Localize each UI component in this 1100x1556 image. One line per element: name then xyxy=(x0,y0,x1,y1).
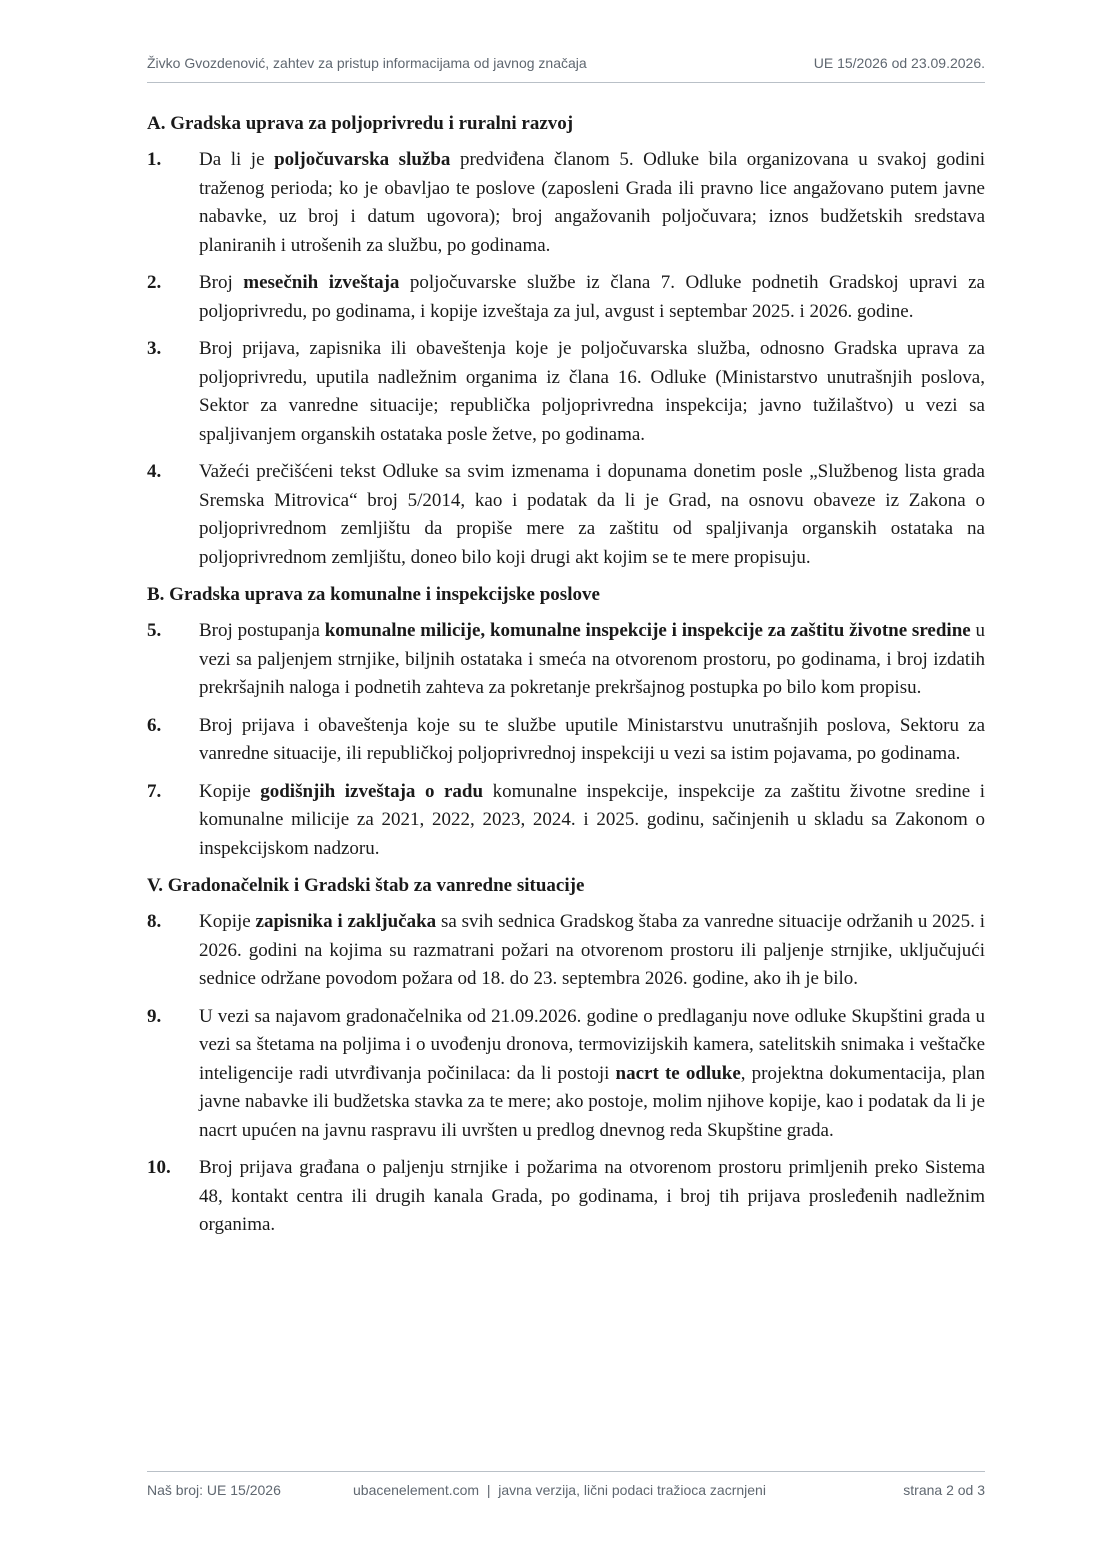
item-text: Kopije godišnjih izveštaja o radu komunalne inspekcije, inspekcije za zaštitu životne sredine i komunalne milicije za 2021, 2022, 2023, 2024. i 2025. godinu, sačinjenih u skladu sa Zakonom o inspekcijskom nadzoru. xyxy=(199,780,985,859)
section-title: B. Gradska uprava za komunalne i inspekcijske poslove xyxy=(147,584,600,605)
item-text: U vezi sa najavom gradonačelnika od 21.09.2026. godine o predlaganju nove odluke Skupštini grada u vezi sa štetama na poljima i o uvođenju dronova, termovizijskih kamera, satelitskih snimaka i veštačke inteligencije radi utvrđivanja počinilaca: da li postoji nacrt te odluke, projektna dokumentacija, plan javne nabavke ili budžetska stavka za te mere; ako postoje, molim njihove kopije, kao i podatak da li je nacrt upućen na javnu raspravu ili uvršten u predlog dnevnog reda Skupštine grada. xyxy=(199,1005,986,1141)
item-number: 8. xyxy=(147,911,162,932)
list-item xyxy=(147,335,985,449)
item-text: Važeći prečišćeni tekst Odluke sa svim izmenama i dopunama donetim posle „Službenog lista grada Sremska Mitrovica“ broj 5/2014, kao i podatak da li je Grad, na osnovu obaveze iz Zakona o poljoprivrednom zemljištu da propiše mere za zaštitu od spaljivanja organskih ostataka na poljoprivrednom zemljištu, doneo bilo koji drugi akt kojim se te mere propisuju. xyxy=(199,461,985,568)
list-item xyxy=(147,458,985,572)
section-title: V. Gradonačelnik i Gradski štab za vanredne situacije xyxy=(147,875,585,896)
document-body xyxy=(147,110,985,1249)
footer-page-number: strana 2 od 3 xyxy=(903,1482,985,1498)
list-item xyxy=(147,617,985,703)
item-text: Da li je poljočuvarska služba predviđena članom 5. Odluke bila organizovana u svakoj godini traženog perioda; ko je obavljao te poslove (zaposleni Grada ili pravno lice angažovano putem javne nabavke, uz broj i datum ugovora); broj angažovanih poljočuvara; iznos budžetskih sredstava planiranih i utrošenih za službu, po godinama. xyxy=(199,149,985,256)
item-number: 6. xyxy=(147,714,162,736)
header-left-text: Živko Gvozdenović, zahtev za pristup informacijama od javnog značaja xyxy=(147,55,587,71)
item-number: 5. xyxy=(147,620,162,641)
item-text: Broj postupanja komunalne milicije, komunalne inspekcije i inspekcije za zaštitu životne sredine u vezi sa paljenjem strnjike, biljnih ostataka i smeća na otvorenom prostoru, po godinama, i broj izdatih prekršajnih naloga i podnetih zahteva za pokretanje prekršajnog postupka po bilo kom propisu. xyxy=(199,620,985,698)
list-item xyxy=(147,1154,985,1240)
item-number: 3. xyxy=(147,338,162,359)
item-number: 1. xyxy=(147,149,162,170)
item-number: 9. xyxy=(147,1005,162,1027)
item-text: Broj prijava građana o paljenju strnjike i požarima na otvorenom prostoru primljenih preko Sistema 48, kontakt centra ili drugih kanala Grada, po godinama, i broj tih prijava prosleđenih nadležnim organima. xyxy=(199,1157,985,1235)
list-item xyxy=(147,269,985,326)
section-title: A. Gradska uprava za poljoprivredu i ruralni razvoj xyxy=(147,113,574,134)
header-right-text: UE 15/2026 od 23.09.2026. xyxy=(813,55,985,71)
page-footer xyxy=(147,1471,985,1502)
item-text: Broj mesečnih izveštaja poljočuvarske službe iz člana 7. Odluke podnetih Gradskoj upravi za poljoprivredu, po godinama, i kopije izveštaja za jul, avgust i septembar 2025. i 2026. godine. xyxy=(199,272,985,322)
item-number: 2. xyxy=(147,272,162,293)
list-item xyxy=(147,1003,985,1146)
item-text: Kopije zapisnika i zaključaka sa svih sednica Gradskog štaba za vanredne situacije održanih u 2025. i 2026. godini na kojima su razmatrani požari na otvorenom prostoru ili paljenje strnjike, uključujući sednice održane povodom požara od 18. do 23. septembra 2026. godine, ako ih je bilo. xyxy=(199,911,985,989)
list-item xyxy=(147,778,985,864)
item-text: Broj prijava i obaveštenja koje su te službe uputile Ministarstvu unutrašnjih poslova, Sektoru za vanredne situacije, ili republičkoj poljoprivrednoj inspekciji u vezi sa istim pojavama, po godinama. xyxy=(199,714,985,764)
item-number: 4. xyxy=(147,461,162,482)
list-item xyxy=(147,908,985,994)
item-number: 7. xyxy=(147,780,162,802)
page-header xyxy=(147,54,985,83)
item-text: Broj prijava, zapisnika ili obaveštenja koje je poljočuvarska služba, odnosno Gradska uprava za poljoprivredu, uputila nadležnim organima iz člana 16. Odluke (Ministarstvo unutrašnjih poslova, Sektor za vanredne situacije; republička poljoprivredna inspekcija; javno tužilaštvo) u vezi sa spaljivanjem organskih ostataka posle žetve, po godinama. xyxy=(199,338,985,445)
footer-site-note: ubacenelement.com | javna verzija, lični podaci tražioca zacrnjeni xyxy=(353,1482,766,1498)
list-item xyxy=(147,146,985,260)
list-item xyxy=(147,712,985,769)
item-number: 10. xyxy=(147,1157,171,1178)
footer-reference-number: Naš broj: UE 15/2026 xyxy=(147,1482,281,1498)
